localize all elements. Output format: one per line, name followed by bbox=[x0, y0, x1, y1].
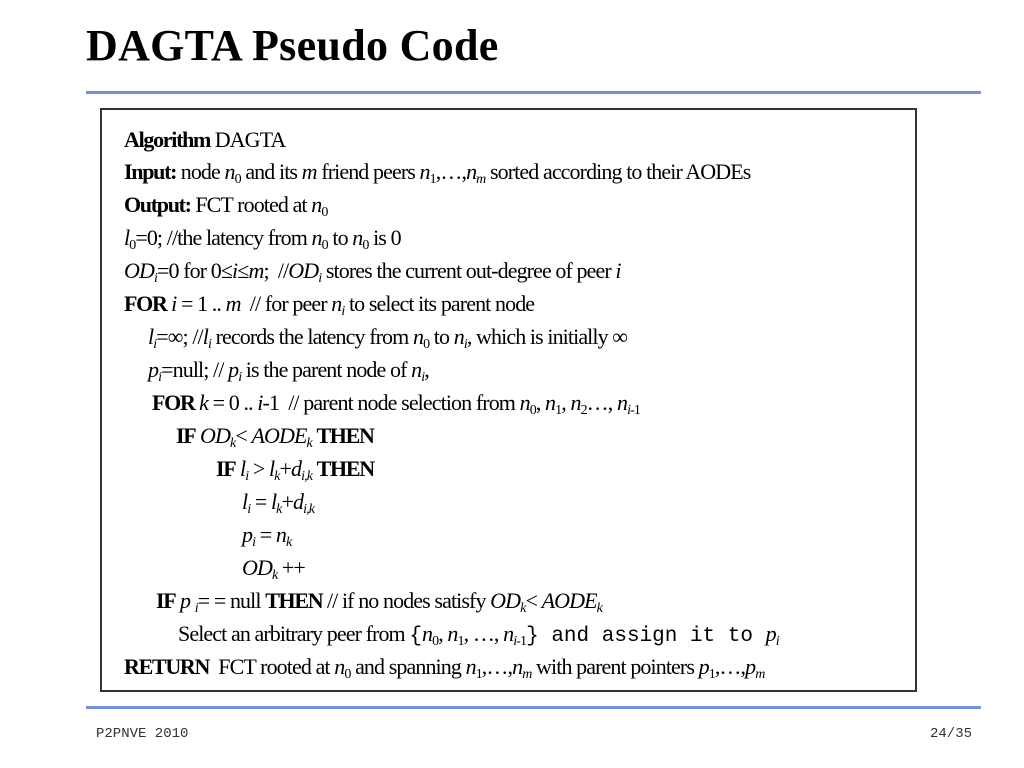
input-text: node $n_0$ and its m friend peers $n_1,\dots,n_m$ sorted according to their AODEs bbox=[180, 159, 751, 187]
code-line-2: $OD_i=0$ for 0≤i≤m; $//OD_i$ stores the current out-degree of peer i bbox=[124, 258, 621, 286]
code-line-12: IF p $_i$= = null THEN // if no nodes satisfy $OD_k<$ $AODE_k$ bbox=[156, 588, 602, 616]
code-line-7: IF $OD_k<$ $AODE_k$ THEN bbox=[176, 423, 374, 451]
slide-title: DAGTA Pseudo Code bbox=[86, 21, 499, 70]
footer-label: P2PNVE 2010 bbox=[96, 726, 189, 742]
input-keyword: Input: bbox=[124, 159, 177, 184]
code-line-8: IF $l_i > l_k+d_{i,k}$ THEN bbox=[216, 456, 374, 484]
footer-divider bbox=[86, 706, 981, 709]
title-divider bbox=[86, 91, 981, 94]
code-line-14: RETURN FCT rooted at $n_0$ and spanning $n_1,\dots,n_m$ with parent pointers $p_1,\dots,p_m$ bbox=[124, 654, 765, 682]
code-line-9: $l_i = l_k+d_{i,k}$ bbox=[242, 489, 315, 517]
code-line-11: $OD_k$ ++ bbox=[242, 555, 305, 583]
page-number: 24/35 bbox=[929, 726, 972, 742]
code-line-6: FOR k = 0 .. i-1 // parent node selection from $n_0$, $n_1$, $n_2\dots$, $n_{i-1}$ bbox=[152, 390, 640, 418]
code-line-4: $l_i=\infty$; $//l_i$ records the latency from $n_0$ to $n_i$, which is initially ∞ bbox=[148, 324, 628, 352]
code-line-1: $l_0=0$; //the latency from $n_0$ to $n_0$ is 0 bbox=[124, 225, 401, 253]
code-line-5: $p_i=null$; // $p_i$ is the parent node of $n_i$, bbox=[148, 357, 429, 385]
input-line bbox=[124, 158, 750, 186]
algorithm-keyword: Algorithm bbox=[124, 127, 211, 152]
code-line-3: FOR i = 1 .. m // for peer $n_i$ to select its parent node bbox=[124, 291, 535, 319]
code-line-13: Select an arbitrary peer from {$n_0$, $n_1$, …, $n_{i-1}$} and assign it to $p_i$ bbox=[178, 621, 779, 649]
code-line-10: $p_i = n_k$ bbox=[242, 522, 292, 550]
algorithm-name: DAGTA bbox=[214, 127, 286, 152]
output-line bbox=[124, 191, 327, 219]
pseudocode-box bbox=[100, 108, 917, 692]
output-keyword: Output: bbox=[124, 192, 191, 217]
output-text: FCT rooted at $n_0$ bbox=[195, 192, 328, 220]
algorithm-header bbox=[124, 126, 285, 154]
